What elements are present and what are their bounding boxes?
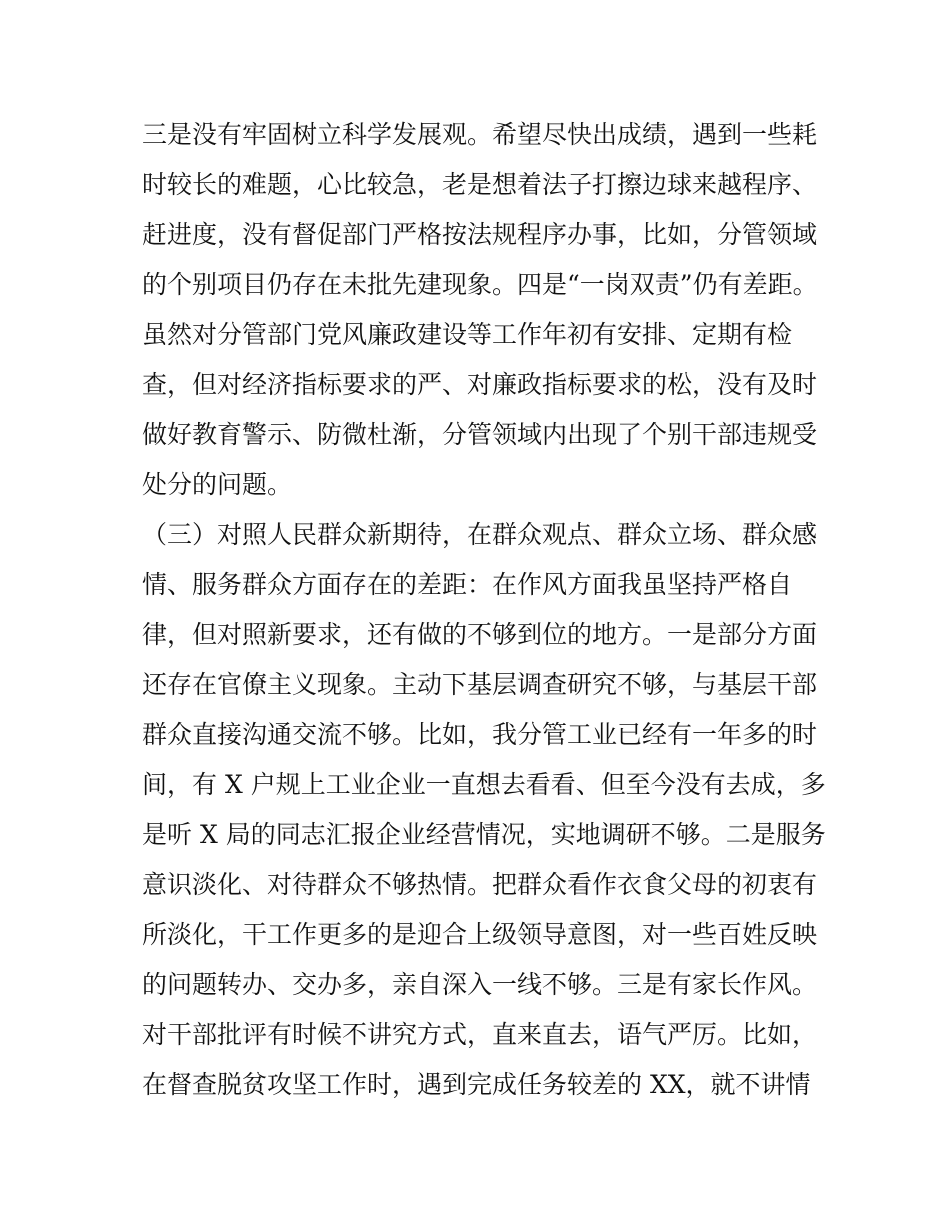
body-line-3: 赶进度，没有督促部门严格按法规程序办事，比如，分管领域 [142,220,818,249]
body-line-1: 三是没有牢固树立科学发展观。希望尽快出成绩，遇到一些耗 [142,120,818,149]
body-line-6: 查，但对经济指标要求的严、对廉政指标要求的松，没有及时 [142,370,818,399]
body-line-7: 做好教育警示、防微杜渐，分管领域内出现了个别干部违规受 [142,420,818,449]
body-line-13: 群众直接沟通交流不够。比如，我分管工业已经有一年多的时 [142,720,818,749]
body-line-5: 虽然对分管部门党风廉政建设等工作年初有安排、定期有检 [142,320,793,349]
body-line-14: 间，有 X 户规上工业企业一直想去看看、但至今没有去成，多 [142,770,826,799]
body-line-16: 意识淡化、对待群众不够热情。把群众看作衣食父母的初衷有 [142,870,818,899]
body-line-11: 律，但对照新要求，还有做的不够到位的地方。一是部分方面 [142,620,818,649]
document-body [142,110,826,1110]
body-line-4: 的个别项目仍存在未批先建现象。四是“一岗双责”仍有差距。 [142,270,818,299]
section-heading-line: （三）对照人民群众新期待，在群众观点、群众立场、群众感 [142,520,818,549]
body-line-20: 在督查脱贫攻坚工作时，遇到完成任务较差的 XX，就不讲情 [142,1070,811,1099]
body-line-17: 所淡化，干工作更多的是迎合上级领导意图，对一些百姓反映 [142,920,818,949]
body-line-10: 情、服务群众方面存在的差距：在作风方面我虽坚持严格自 [142,570,793,599]
body-line-12: 还存在官僚主义现象。主动下基层调查研究不够，与基层干部 [142,670,818,699]
body-line-19: 对干部批评有时候不讲究方式，直来直去，语气严厉。比如， [142,1020,818,1049]
body-line-2: 时较长的难题，心比较急，老是想着法子打擦边球来越程序、 [142,170,818,199]
body-line-8: 处分的问题。 [142,470,293,499]
body-line-18: 的问题转办、交办多，亲自深入一线不够。三是有家长作风。 [142,970,818,999]
body-line-15: 是听 X 局的同志汇报企业经营情况，实地调研不够。二是服务 [142,820,826,849]
